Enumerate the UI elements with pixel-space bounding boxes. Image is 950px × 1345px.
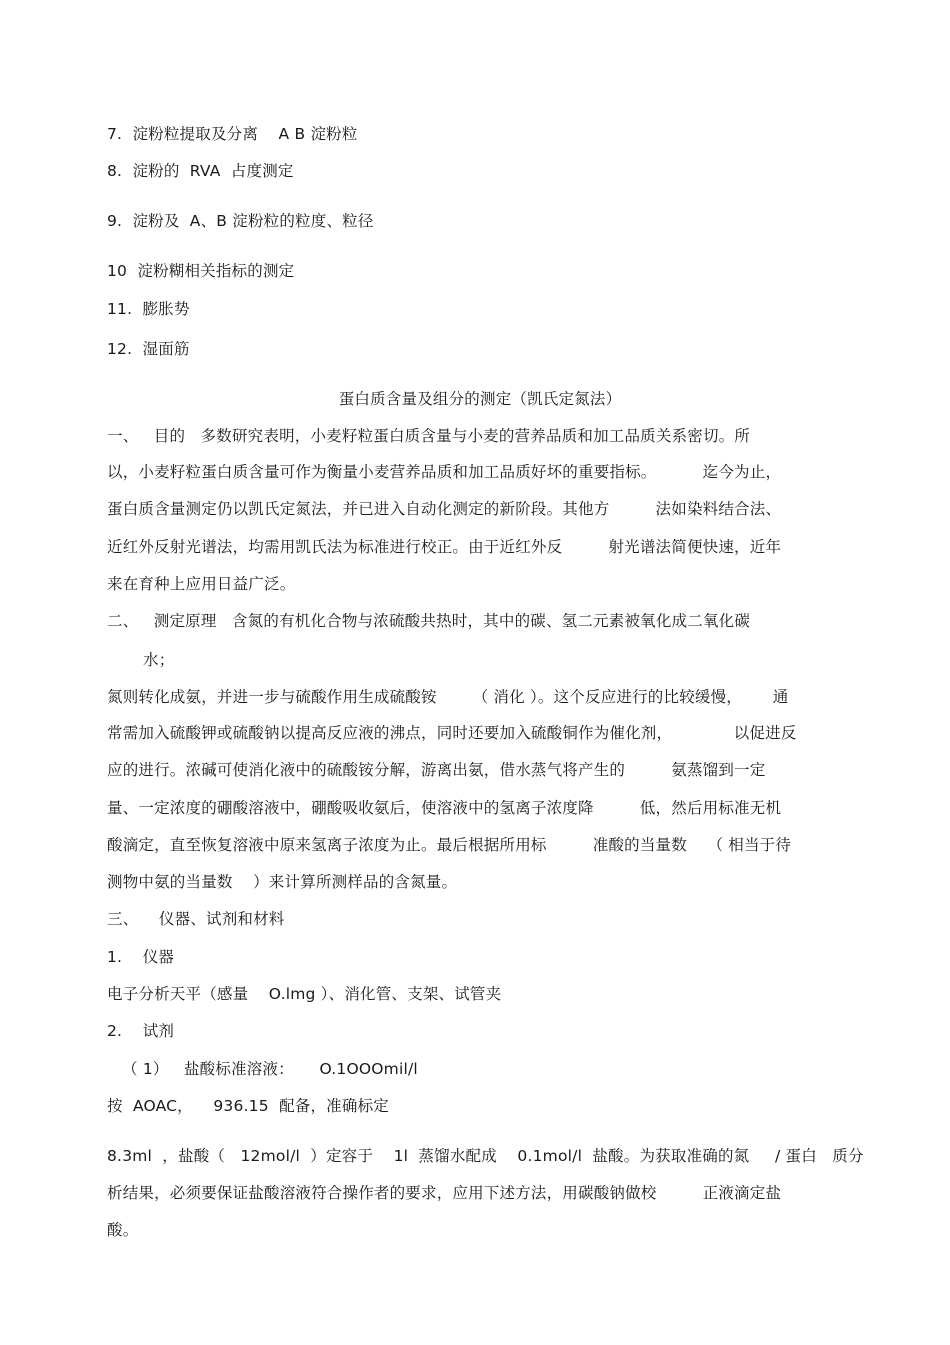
section1-line: 一、 目的 多数研究表明，小麦籽粒蛋白质含量与小麦的营养品质和加工品质关系密切。所: [107, 427, 751, 445]
body-line: 8.3ml ，盐酸（ 12mol/l ）定容于 1l 蒸馏水配成 0.1mol/l 盐酸。为获取准确的氮 / 蛋白 质分: [107, 1147, 864, 1165]
body-line: 酸。: [107, 1221, 139, 1239]
reagent-note: 按 AOAC， 936.15 配备，准确标定: [107, 1097, 389, 1115]
section2-line: 量、一定浓度的硼酸溶液中，硼酸吸收氨后，使溶液中的氢离子浓度降 低，然后用标准无机: [107, 799, 782, 817]
reagent-item-1: （ 1） 盐酸标准溶液： O.1OOOmil/l: [122, 1060, 418, 1078]
subsection-reagents: 2. 试剂: [107, 1022, 175, 1040]
section2-heading-cont: 水；: [143, 651, 175, 669]
section2-line: 常需加入硫酸钾或硫酸钠以提高反应液的沸点，同时还要加入硫酸铜作为催化剂， 以促进反: [107, 724, 797, 742]
section2-line: 酸滴定，直至恢复溶液中原来氢离子浓度为止。最后根据所用标 准酸的当量数 （ 相当于待: [107, 836, 792, 854]
section1-line: 近红外反射光谱法，均需用凯氏法为标准进行校正。由于近红外反 射光谱法简便快速，近年: [107, 538, 782, 556]
section1-line: 蛋白质含量测定仍以凯氏定氮法，并已进入自动化测定的新阶段。其他方 法如染料结合法、: [107, 500, 782, 518]
section-title: 蛋白质含量及组分的测定（凯氏定氮法）: [338, 390, 622, 408]
subsection-instruments: 1. 仪器: [107, 948, 175, 966]
list-item-8: 8. 淀粉的 RVA 占度测定: [107, 162, 294, 180]
list-item-7: 7. 淀粉粒提取及分离 A B 淀粉粒: [107, 125, 358, 143]
section2-line: 测物中氨的当量数 ）来计算所测样品的含氮量。: [107, 873, 458, 891]
section2-line: 氮则转化成氨，并进一步与硫酸作用生成硫酸铵 （ 消化 ）。这个反应进行的比较缓慢， 通: [107, 688, 789, 706]
section1-line: 来在育种上应用日益广泛。: [107, 575, 296, 593]
body-line: 析结果，必须要保证盐酸溶液符合操作者的要求，应用下述方法，用碳酸钠做校 正液滴定盐: [107, 1184, 782, 1202]
list-item-12: 12. 湿面筋: [107, 340, 190, 358]
instruments-list: 电子分析天平（感量 O.lmg ）、消化管、支架、试管夹: [107, 985, 502, 1003]
section2-heading: 二、 测定原理 含氮的有机化合物与浓硫酸共热时，其中的碳、氢二元素被氧化成二氧化碳: [107, 612, 751, 630]
section2-line: 应的进行。浓碱可使消化液中的硫酸铵分解，游离出氨，借水蒸气将产生的 氨蒸馏到一定: [107, 761, 766, 779]
list-item-9: 9. 淀粉及 A、B 淀粉粒的粒度、粒径: [107, 212, 374, 230]
section3-heading: 三、 仪器、试剂和材料: [107, 910, 285, 928]
list-item-11: 11. 膨胀势: [107, 300, 190, 318]
list-item-10: 10 淀粉糊相关指标的测定: [107, 262, 295, 280]
section1-line: 以，小麦籽粒蛋白质含量可作为衡量小麦营养品质和加工品质好坏的重要指标。 迄今为止，: [107, 463, 782, 481]
